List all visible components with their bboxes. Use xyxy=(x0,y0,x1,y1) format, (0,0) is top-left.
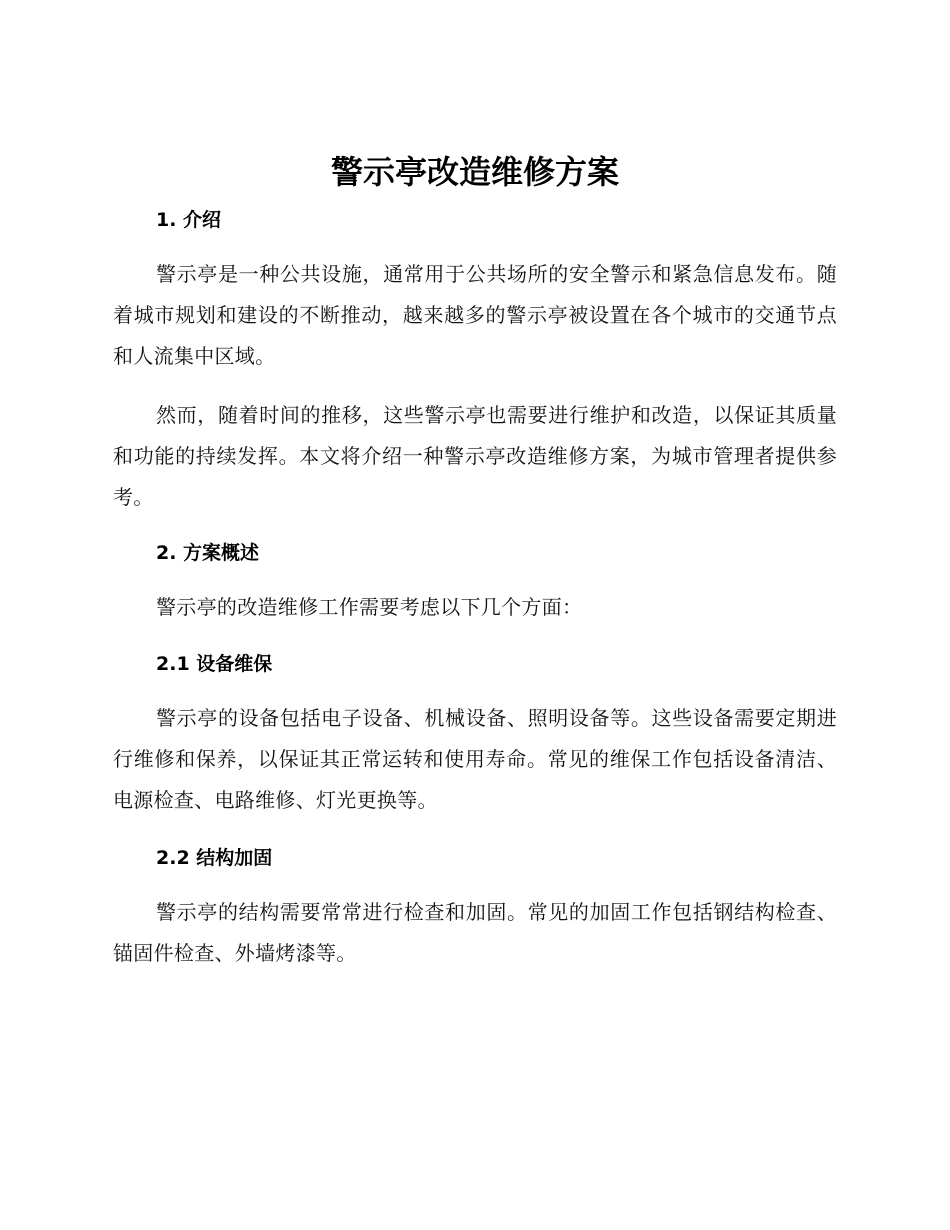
section-heading-overview: 2. 方案概述 xyxy=(156,542,260,564)
document-title: 警示亭改造维修方案 xyxy=(330,153,619,191)
paragraph-intro-2: 然而，随着时间的推移，这些警示亭也需要进行维护和改造，以保证其质量和功能的持续发挥。本文将介绍一种警示亭改造维修方案，为城市管理者提供参考。 xyxy=(113,403,837,509)
paragraph-intro-1: 警示亭是一种公共设施，通常用于公共场所的安全警示和紧急信息发布。随着城市规划和建设的不断推动，越来越多的警示亭被设置在各个城市的交通节点和人流集中区域。 xyxy=(113,262,837,368)
paragraph-structure-1: 警示亭的结构需要常常进行检查和加固。常见的加固工作包括钢结构检查、锚固件检查、外墙烤漆等。 xyxy=(113,900,837,965)
paragraph-overview-1: 警示亭的改造维修工作需要考虑以下几个方面： xyxy=(156,595,583,619)
section-heading-structure: 2.2 结构加固 xyxy=(156,847,273,869)
paragraph-equipment-1: 警示亭的设备包括电子设备、机械设备、照明设备等。这些设备需要定期进行维修和保养，以保证其正常运转和使用寿命。常见的维保工作包括设备清洁、电源检查、电路维修、灯光更换等。 xyxy=(113,706,837,812)
section-heading-intro: 1. 介绍 xyxy=(156,209,222,231)
section-heading-equipment: 2.1 设备维保 xyxy=(156,653,273,675)
